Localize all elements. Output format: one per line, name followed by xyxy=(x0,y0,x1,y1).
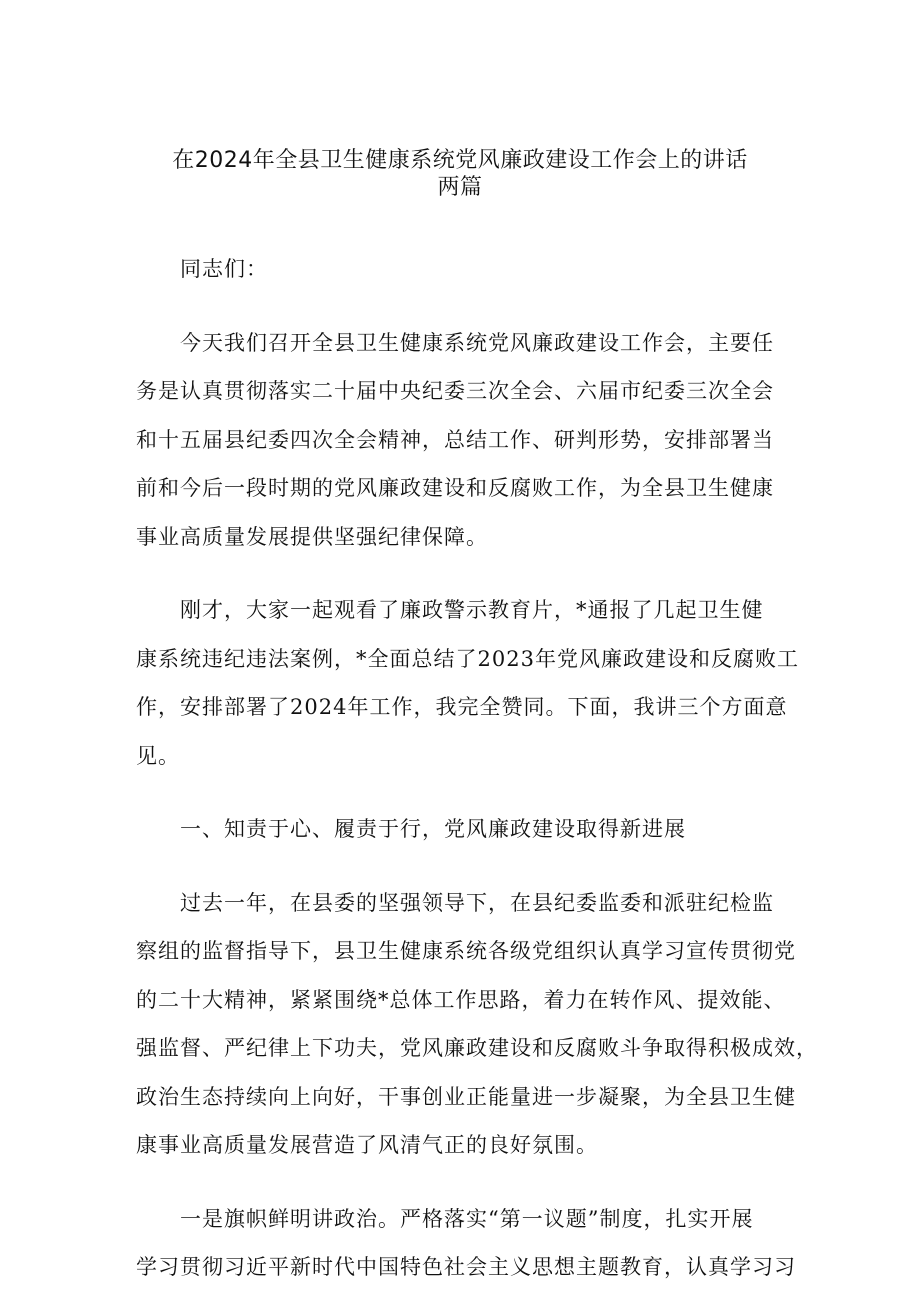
paragraph-3-line: 过去一年，在县委的坚强领导下，在县纪委监委和派驻纪检监 xyxy=(180,890,774,915)
paragraph-2-line: 刚才，大家一起观看了廉政警示教育片，*通报了几起卫生健 xyxy=(180,598,764,622)
document-body xyxy=(136,245,818,1292)
paragraph-1-line: 和十五届县纪委四次全会精神，总结工作、研判形势，安排部署当 xyxy=(136,427,774,452)
paragraph-1-line: 前和今后一段时期的党风廉政建设和反腐败工作，为全县卫生健康 xyxy=(136,476,774,500)
paragraph-2-line: 作，安排部署了2024年工作，我完全赞同。下面，我讲三个方面意 xyxy=(136,695,788,719)
salutation: 同志们： xyxy=(180,257,268,281)
paragraph-3-line: 强监督、严纪律上下功夫，党风廉政建设和反腐败斗争取得积极成效， xyxy=(136,1036,818,1060)
paragraph-4-line: 学习贯彻习近平新时代中国特色社会主义思想主题教育，认真学习习 xyxy=(136,1255,796,1279)
document-title-line-1: 在2024年全县卫生健康系统党风廉政建设工作会上的讲话 xyxy=(172,148,748,173)
paragraph-1-line: 事业高质量发展提供坚强纪律保障。 xyxy=(136,524,488,549)
document-title-line-2: 两篇 xyxy=(437,175,483,200)
section-heading: 一、知责于心、履责于行，党风廉政建设取得新进展 xyxy=(180,817,686,841)
paragraph-3-line: 的二十大精神，紧紧围绕*总体工作思路，着力在转作风、提效能、 xyxy=(136,987,786,1012)
paragraph-1-line: 今天我们召开全县卫生健康系统党风廉政建设工作会，主要任 xyxy=(180,330,774,355)
paragraph-2-line: 见。 xyxy=(136,743,180,768)
paragraph-2-line: 康系统违纪违法案例，*全面总结了2023年党风廉政建设和反腐败工 xyxy=(136,646,799,671)
paragraph-1-line: 务是认真贯彻落实二十届中央纪委三次全会、六届市纪委三次全会 xyxy=(136,379,774,403)
paragraph-3-line: 察组的监督指导下，县卫生健康系统各级党组织认真学习宣传贯彻党 xyxy=(136,939,796,963)
paragraph-3-line: 政治生态持续向上向好，干事创业正能量进一步凝聚，为全县卫生健 xyxy=(136,1084,796,1109)
paragraph-3-line: 康事业高质量发展营造了风清气正的良好氛围。 xyxy=(136,1133,598,1157)
paragraph-4-line: 一是旗帜鲜明讲政治。严格落实“第一议题”制度，扎实开展 xyxy=(180,1206,754,1231)
